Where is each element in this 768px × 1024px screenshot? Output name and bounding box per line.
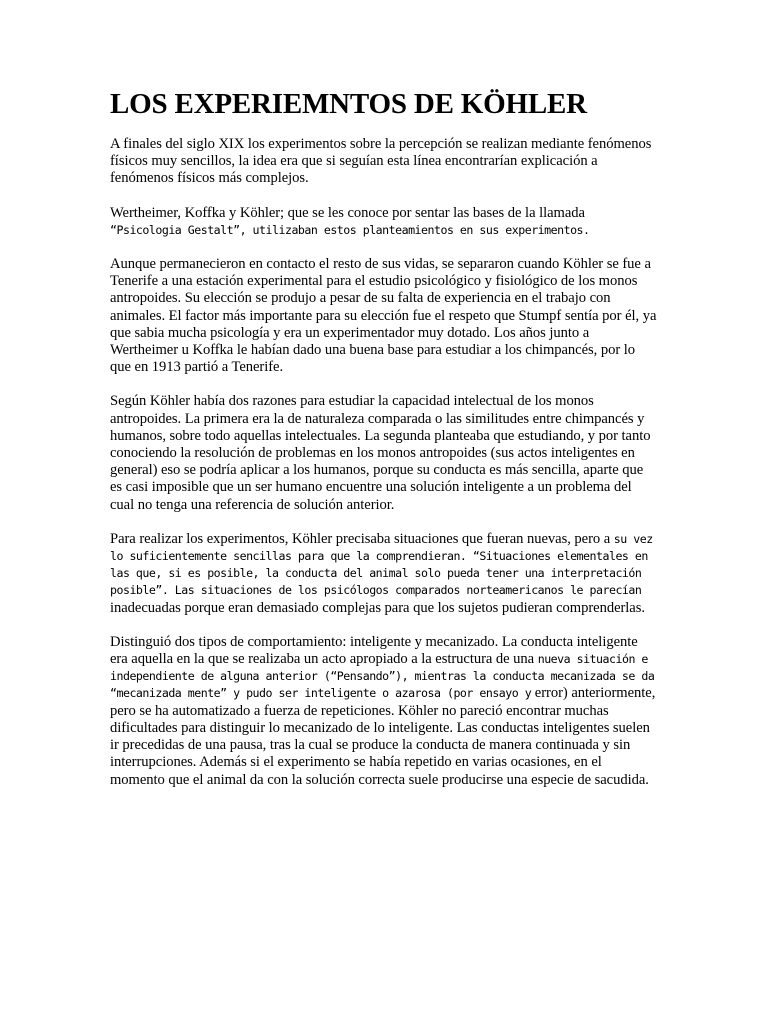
paragraph-behavior: [110, 634, 658, 789]
paragraph-tenerife-text: Aunque permanecieron en contacto el resto de sus vidas, se separaron cuando Köhler se fue a Tenerife a una estación experimental para el estudio psicológico y fisiológico de los monos antropoides. Su elección se produjo a pesar de su falta de experiencia en el trabajo con animales. El factor más importante para su elección fue el respeto que Stumpf sentía por él, ya que sabia mucha psicología y era un experimentador muy dotado. Los años junto a Wertheimer u Koffka le habían dado una buena base para estudiar a los chimpancés, por lo que en 1913 partió a Tenerife.: [110, 256, 657, 376]
paragraph-tenerife: [110, 256, 658, 376]
paragraph-behavior-mono-text: nueva situación e independiente de alguna anterior (“Pensando”), mientras la conducta mecanizada se da “mecanizada mente” y pudo ser inteligente o azarosa (por ensayo y: [110, 652, 655, 701]
paragraph-reasons-text: Según Köhler había dos razones para estudiar la capacidad intelectual de los monos antropoides. La primera era la de naturaleza comparada o las similitudes entre chimpancés y humanos, sobre todo aquellas intelectuales. La segunda planteaba que estudiando, y por tanto conociendo la resolución de problemas en los monos antropoides (sus actos inteligentes en general) eso se podría aplicar a los humanos, porque su conducta es más sencilla, aparte que es casi imposible que un ser humano encuentre una solución inteligente a un problema del cual no tenga una referencia de solución anterior.: [110, 393, 651, 513]
paragraph-behavior-text-c: error) anteriormente, pero se ha automatizado a fuerza de repeticiones. Köhler no pareció encontrar muchas dificultades para distinguir lo mecanizado de lo inteligente. Las conductas inteligentes suelen ir precedidas de una pausa, tras la cual se produce la conducta de manera continuada y sin interrupciones. Además si el experimento se había repetido en varias ocasiones, en el momento que el animal da con la solución correcta suele producirse una especie de sacudida.: [110, 685, 656, 788]
paragraph-experiments-mono-text: su vez lo suficientemente sencillas para que la comprendieran. “Situaciones elementales en las que, si es posible, la conducta del animal solo pueda tener una interpretación posible”. Las situaciones de los psicólogos comparados norteamericanos le parecían: [110, 531, 653, 598]
paragraph-reasons: [110, 393, 658, 513]
paragraph-gestalt: [110, 205, 658, 239]
paragraph-experiments: [110, 531, 658, 617]
document-title: LOS EXPERIEMNTOS DE KÖHLER: [110, 88, 587, 120]
paragraph-experiments-text-c: inadecuadas porque eran demasiado complejas para que los sujetos pudieran comprenderlas.: [110, 599, 645, 616]
paragraph-intro: [110, 136, 658, 188]
paragraph-experiments-text-a: Para realizar los experimentos, Köhler precisaba situaciones que fueran nuevas, pero a: [110, 530, 614, 547]
paragraph-intro-text: A finales del siglo XIX los experimentos sobre la percepción se realizan mediante fenómenos físicos muy sencillos, la idea era que si seguían esta línea encontrarían explicación a fenómenos físicos más complejos.: [110, 136, 652, 187]
paragraph-behavior-text-a: Distinguió dos tipos de comportamiento: inteligente y mecanizado. La conducta inteligente era aquella en la que se realizaba un acto apropiado a la estructura de una: [110, 633, 638, 668]
document-page: [110, 86, 658, 806]
paragraph-gestalt-text: Wertheimer, Koffka y Köhler; que se les conoce por sentar las bases de la llamada: [110, 204, 585, 221]
paragraph-gestalt-mono-text: “Psicologia Gestalt”, utilizaban estos planteamientos en sus experimentos.: [110, 222, 590, 237]
